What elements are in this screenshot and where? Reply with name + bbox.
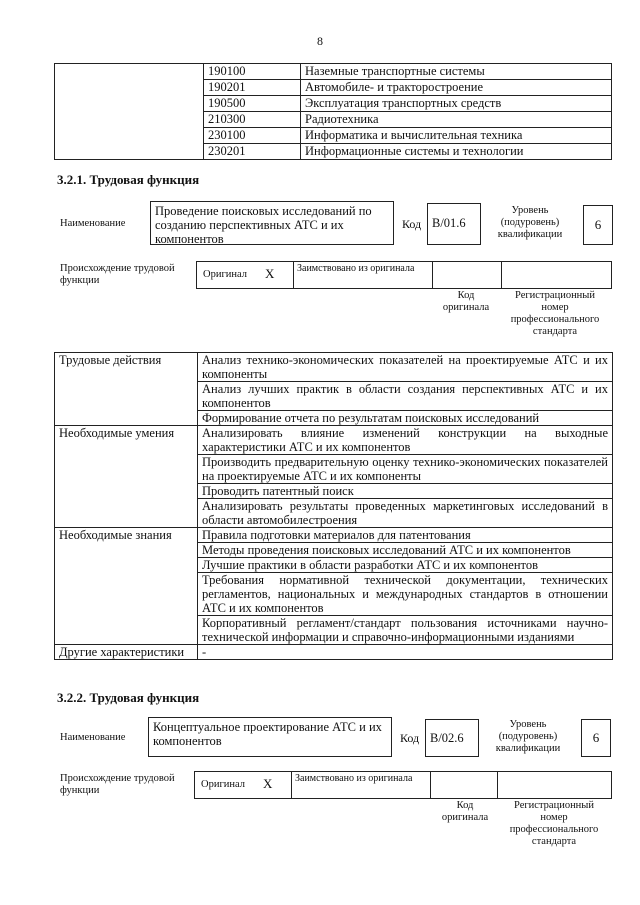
skill-item: Анализировать влияние изменений конструкции на выходные характеристики АТС и их компонентов [198,426,613,455]
code-label: Код [402,217,422,231]
function-code-box: B/01.6 [427,203,481,245]
origin-label: Происхождение трудовой функции [60,263,175,286]
origin-label: Происхождение трудовой функции [60,773,175,796]
original-cell [195,772,292,798]
code-cell: 210300 [204,112,301,128]
knowledge-item: Требования нормативной технической документации, технических регламентов, национальных и международных стандартов в отношении АТС и их компонентов [198,573,613,616]
original-label: Оригинал [203,269,247,280]
reg-number-label: Регистрационный номер профессионального стандарта [509,800,599,847]
empty-cell [55,64,204,160]
skill-item: Производить предварительную оценку технико-экономических показателей на проектируемые АТС и их компоненты [198,455,613,484]
other-value: - [198,645,613,660]
name-label: Наименование [60,732,126,743]
original-mark: X [263,776,273,791]
name-cell: Автомобиле- и тракторостроение [301,80,612,96]
section-heading: 3.2.2. Трудовая функция [57,690,200,705]
action-item: Анализ лучших практик в области создания перспективных АТС и их компонентов [198,382,613,411]
action-item: Анализ технико-экономических показателей на проектируемые АТС и их компоненты [198,353,613,382]
origin-code-cell [432,262,502,288]
skill-item: Анализировать результаты проведенных маркетинговых исследований в области автомобилестроения [198,499,613,528]
knowledge-item: Лучшие практики в области разработки АТС и их компонентов [198,558,613,573]
table-row [55,353,613,382]
original-mark: X [265,266,275,281]
function-details-table [54,352,613,660]
skills-label: Необходимые умения [55,426,198,528]
code-cell: 190100 [204,64,301,80]
level-box: 6 [581,719,611,757]
original-cell [197,262,294,288]
origin-box [194,771,612,799]
knowledge-item: Методы проведения поисковых исследований АТС и их компонентов [198,543,613,558]
knowledge-label: Необходимые знания [55,528,198,645]
function-name-box: Концептуальное проектирование АТС и их компонентов [148,717,392,757]
function-name-box: Проведение поисковых исследований по созданию перспективных АТС и их компонентов [150,201,394,245]
origin-code-cell [430,772,498,798]
code-cell: 230201 [204,144,301,160]
origin-code-label: Код оригинала [442,290,490,313]
level-box: 6 [583,205,613,245]
name-cell: Информатика и вычислительная техника [301,128,612,144]
original-label: Оригинал [201,779,245,790]
other-label: Другие характеристики [55,645,198,660]
level-label: Уровень (подуровень) квалификации [497,205,563,240]
name-cell: Эксплуатация транспортных средств [301,96,612,112]
knowledge-item: Правила подготовки материалов для патентования [198,528,613,543]
table-row [55,528,613,543]
code-cell: 190500 [204,96,301,112]
table-row [55,645,613,660]
borrowed-label: Заимствовано из оригинала [297,263,415,274]
function-code-box: B/02.6 [425,719,479,757]
origin-box [196,261,612,289]
name-cell: Наземные транспортные системы [301,64,612,80]
name-cell: Информационные системы и технологии [301,144,612,160]
code-cell: 190201 [204,80,301,96]
borrowed-label: Заимствовано из оригинала [295,773,413,784]
action-item: Формирование отчета по результатам поисковых исследований [198,411,613,426]
level-label: Уровень (подуровень) квалификации [495,719,561,754]
name-cell: Радиотехника [301,112,612,128]
code-label: Код [400,731,420,745]
origin-code-label: Код оригинала [441,800,489,823]
table-row [55,64,612,80]
knowledge-item: Корпоративный регламент/стандарт пользования источниками научно-технической информации и справочно-информационными изданиями [198,616,613,645]
reg-number-label: Регистрационный номер профессионального стандарта [510,290,600,337]
section-heading: 3.2.1. Трудовая функция [57,172,200,187]
actions-label: Трудовые действия [55,353,198,426]
table-row [55,426,613,455]
name-label: Наименование [60,218,126,229]
page-number: 8 [317,34,323,48]
specialty-codes-table [54,63,612,160]
skill-item: Проводить патентный поиск [198,484,613,499]
code-cell: 230100 [204,128,301,144]
